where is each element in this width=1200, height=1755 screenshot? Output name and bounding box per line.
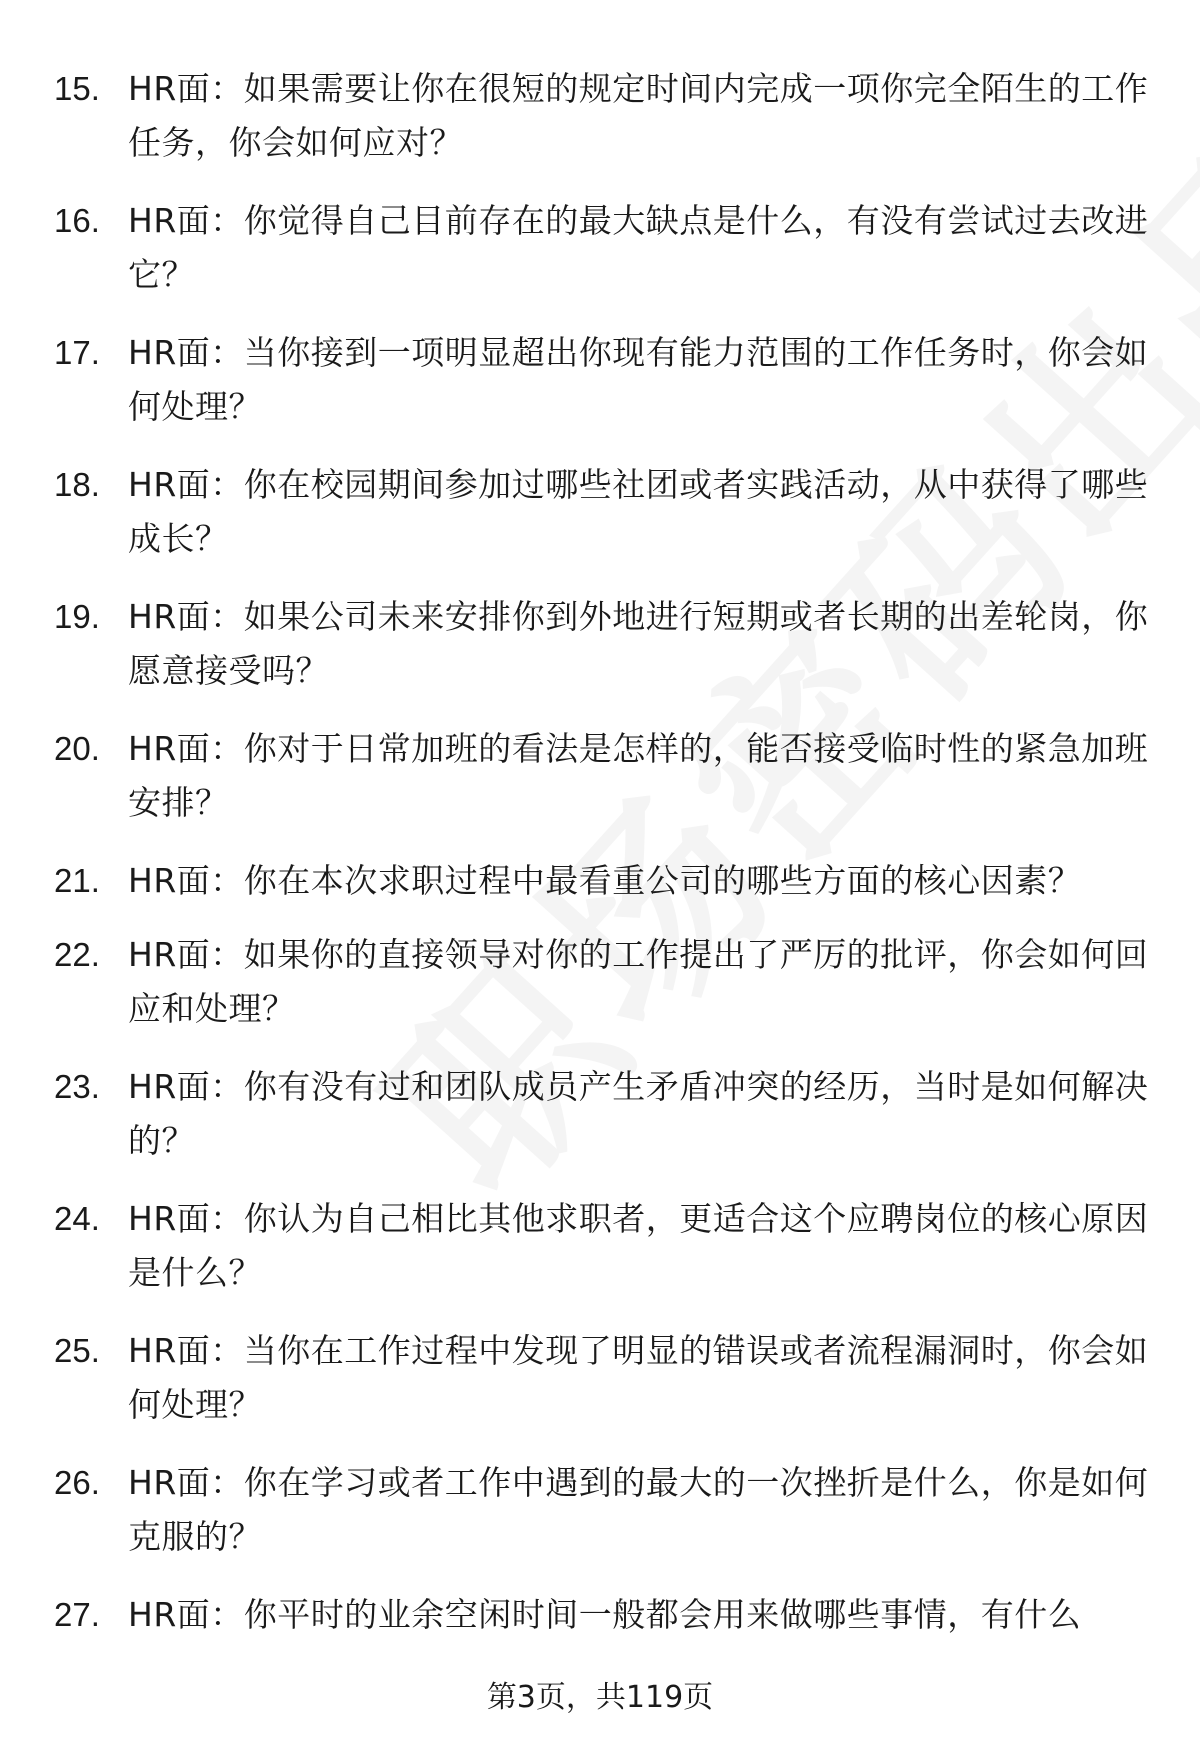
item-number: 17. (54, 334, 100, 371)
item-number: 27. (54, 1596, 100, 1633)
list-item (0, 1318, 1200, 1450)
item-number: 25. (54, 1332, 100, 1369)
list-item (0, 1582, 1200, 1656)
page-number-footer: 第3页，共119页 (486, 1680, 714, 1715)
item-number: 18. (54, 466, 100, 503)
item-number: 26. (54, 1464, 100, 1501)
list-item (0, 1054, 1200, 1186)
list-item (0, 320, 1200, 452)
item-number: 23. (54, 1068, 100, 1105)
item-number: 19. (54, 598, 100, 635)
list-item (0, 188, 1200, 320)
list-item (0, 584, 1200, 716)
item-number: 20. (54, 730, 100, 767)
item-text: HR面：你平时的业余空闲时间一般都会用来做哪些事情，有什么 (128, 1595, 1082, 1634)
item-text: HR面：如果公司未来安排你到外地进行短期或者长期的出差轮岗，你愿意接受吗？ (128, 597, 1149, 690)
item-text: HR面：你有没有过和团队成员产生矛盾冲突的经历，当时是如何解决的？ (128, 1067, 1149, 1160)
item-text: HR面：你在本次求职过程中最看重公司的哪些方面的核心因素？ (128, 861, 1082, 900)
list-item (0, 1186, 1200, 1318)
item-number: 21. (54, 862, 100, 899)
list-item (0, 1450, 1200, 1582)
list-item (0, 848, 1200, 922)
item-text: HR面：你觉得自己目前存在的最大缺点是什么，有没有尝试过去改进它？ (128, 201, 1149, 294)
list-item (0, 716, 1200, 848)
question-list (0, 56, 1200, 1656)
list-item (0, 452, 1200, 584)
item-text: HR面：如果需要让你在很短的规定时间内完成一项你完全陌生的工作任务，你会如何应对？ (128, 69, 1149, 162)
item-text: HR面：如果你的直接领导对你的工作提出了严厉的批评，你会如何回应和处理？ (128, 935, 1149, 1028)
item-text: HR面：当你接到一项明显超出你现有能力范围的工作任务时，你会如何处理？ (128, 333, 1149, 426)
item-number: 15. (54, 70, 100, 107)
item-text: HR面：你认为自己相比其他求职者，更适合这个应聘岗位的核心原因是什么？ (128, 1199, 1149, 1292)
item-text: HR面：你在校园期间参加过哪些社团或者实践活动，从中获得了哪些成长？ (128, 465, 1149, 558)
item-text: HR面：当你在工作过程中发现了明显的错误或者流程漏洞时，你会如何处理？ (128, 1331, 1149, 1424)
list-item (0, 922, 1200, 1054)
item-number: 24. (54, 1200, 100, 1237)
item-number: 22. (54, 936, 100, 973)
list-item (0, 56, 1200, 188)
item-text: HR面：你对于日常加班的看法是怎样的，能否接受临时性的紧急加班安排？ (128, 729, 1149, 822)
item-text: HR面：你在学习或者工作中遇到的最大的一次挫折是什么，你是如何克服的？ (128, 1463, 1149, 1556)
item-number: 16. (54, 202, 100, 239)
